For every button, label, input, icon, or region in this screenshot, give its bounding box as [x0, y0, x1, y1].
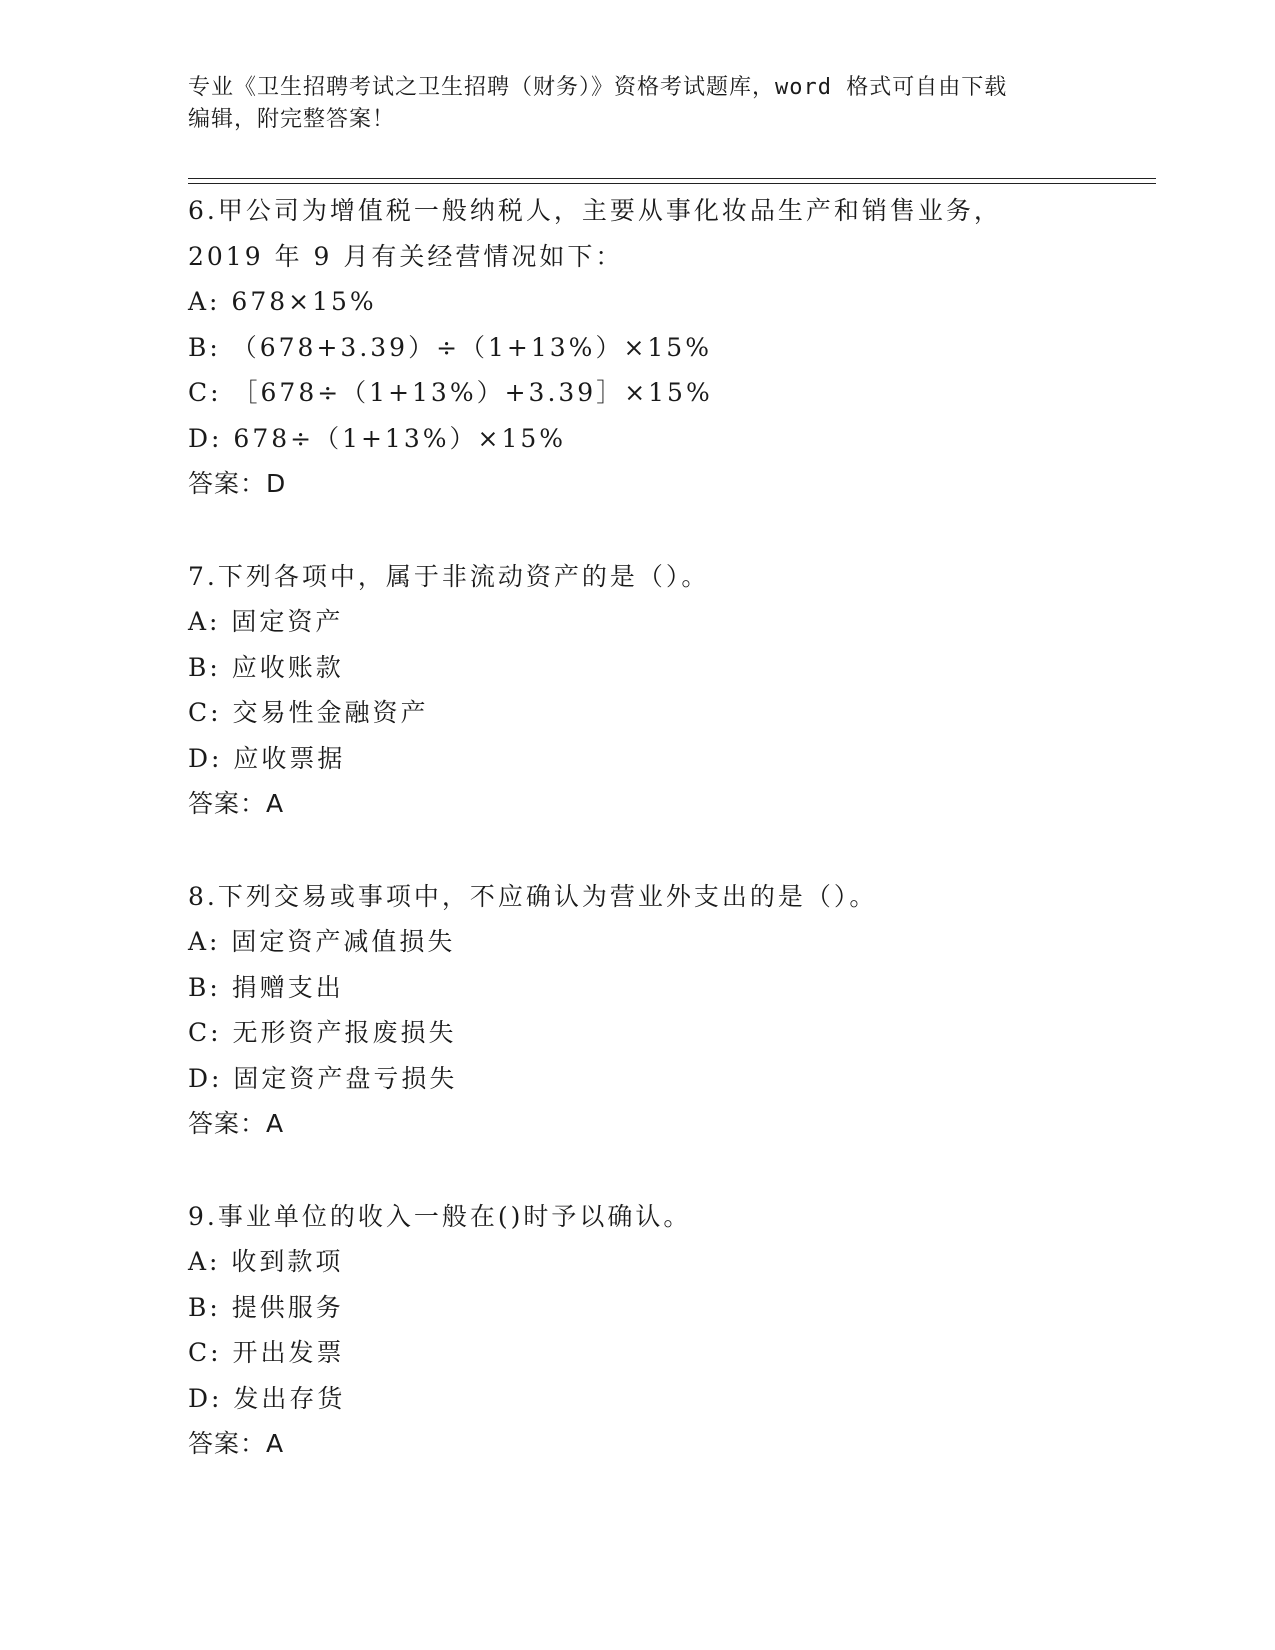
option-a [188, 919, 1148, 965]
option-a [188, 1239, 1148, 1285]
option-label: A: [188, 287, 221, 316]
option-label: B: [188, 652, 221, 682]
option-text: 应收账款 [220, 652, 344, 682]
option-b [188, 325, 1148, 371]
option-text: 固定资产盘亏损失 [222, 1063, 458, 1093]
option-label: D: [188, 743, 223, 773]
option-label: A: [188, 1247, 221, 1276]
option-label: D: [188, 423, 223, 453]
option-text: 678÷（1+13%）×15% [222, 423, 567, 453]
option-text: 固定资产 [220, 607, 344, 636]
option-text: 发出存货 [222, 1383, 346, 1413]
option-label: D: [188, 1383, 223, 1413]
header-line-1: 专业《卫生招聘考试之卫生招聘（财务）》资格考试题库，word 格式可自由下载 [188, 75, 1008, 100]
document-header [188, 72, 1088, 136]
option-label: B: [188, 332, 221, 362]
option-b [188, 1285, 1148, 1331]
option-label: B: [188, 1292, 221, 1322]
option-b [188, 965, 1148, 1011]
option-text: 无形资产报废损失 [221, 1018, 457, 1047]
option-text: ［678÷（1+13%）+3.39］×15% [221, 378, 713, 407]
question-stem: 8.下列交易或事项中，不应确认为营业外支出的是（）。 [188, 881, 878, 911]
option-c [188, 1010, 1148, 1056]
answer: 答案：A [188, 1109, 285, 1138]
option-c [188, 1330, 1148, 1376]
option-text: 捐赠支出 [220, 972, 344, 1002]
option-d [188, 736, 1148, 782]
option-a [188, 279, 1148, 325]
option-label: B: [188, 972, 221, 1002]
option-label: C: [188, 698, 222, 727]
option-a [188, 599, 1148, 645]
question-9 [188, 1194, 1148, 1467]
option-label: C: [188, 1018, 222, 1047]
option-text: 开出发票 [221, 1338, 345, 1367]
header-divider-top [188, 178, 1156, 179]
option-label: A: [188, 927, 221, 956]
answer: 答案：A [188, 789, 285, 818]
answer: 答案：A [188, 1429, 285, 1458]
header-divider-bottom [188, 183, 1156, 184]
question-8 [188, 874, 1148, 1147]
option-text: 应收票据 [222, 743, 346, 773]
option-b [188, 645, 1148, 691]
header-line-2: 编辑，附完整答案！ [188, 107, 396, 132]
question-7 [188, 554, 1148, 827]
question-list [188, 188, 1148, 1514]
option-text: 交易性金融资产 [221, 698, 429, 727]
question-6 [188, 188, 1148, 507]
option-text: 678×15% [220, 287, 377, 316]
option-d [188, 1056, 1148, 1102]
question-stem-continued: 2019 年 9 月有关经营情况如下： [188, 241, 624, 271]
question-stem: 6.甲公司为增值税一般纳税人，主要从事化妆品生产和销售业务， [188, 196, 1002, 225]
option-text: （678+3.39）÷（1+13%）×15% [220, 332, 712, 362]
option-c [188, 690, 1148, 736]
option-c [188, 370, 1148, 416]
option-label: A: [188, 607, 221, 636]
option-d [188, 416, 1148, 462]
option-label: C: [188, 1338, 222, 1367]
option-d [188, 1376, 1148, 1422]
option-label: D: [188, 1063, 223, 1093]
option-text: 固定资产减值损失 [220, 927, 456, 956]
option-text: 收到款项 [220, 1247, 344, 1276]
question-stem: 9.事业单位的收入一般在()时予以确认。 [188, 1201, 692, 1231]
question-stem: 7.下列各项中，属于非流动资产的是（）。 [188, 561, 710, 591]
answer: 答案：D [188, 469, 287, 498]
option-label: C: [188, 378, 222, 407]
option-text: 提供服务 [220, 1292, 344, 1322]
